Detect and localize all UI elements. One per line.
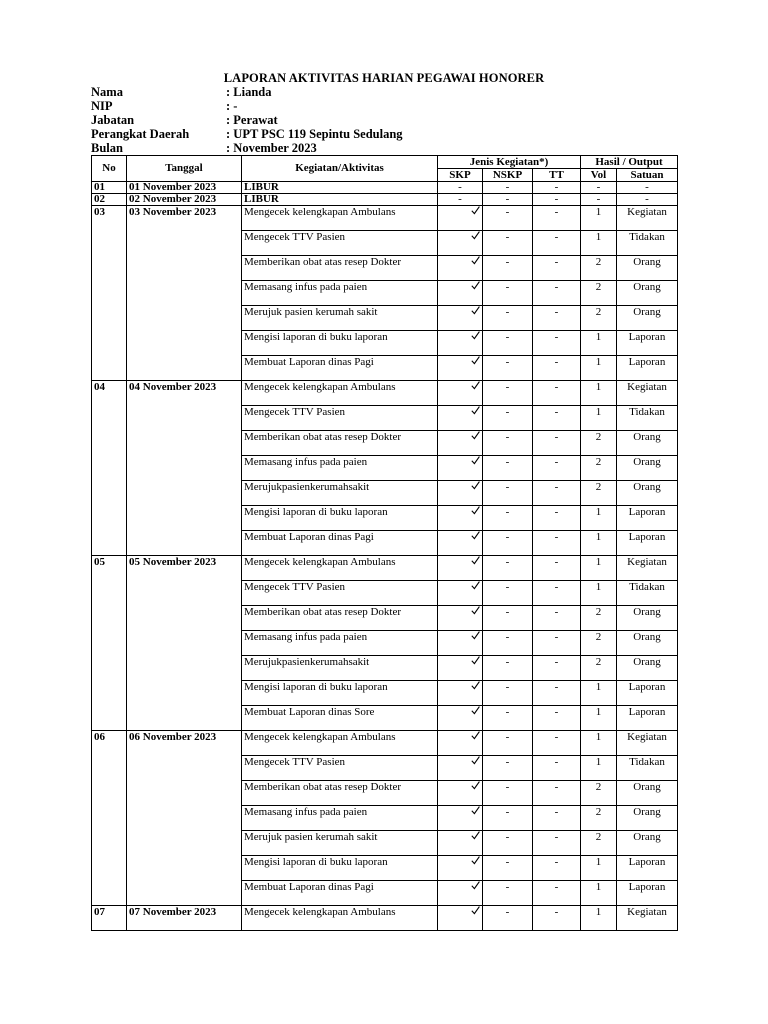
cell-satuan: Tidakan [617,756,678,781]
info-row-bulan [91,141,403,155]
cell-skp [438,881,483,906]
cell-nskp: - [483,681,533,706]
check-icon [471,731,480,740]
cell-satuan: Orang [617,781,678,806]
cell-no: 02 [92,194,127,206]
cell-skp: - [438,182,483,194]
cell-nskp: - [483,356,533,381]
cell-satuan: - [617,182,678,194]
cell-kegiatan: Memasang infus pada paien [242,806,438,831]
cell-skp [438,306,483,331]
cell-tt: - [533,631,581,656]
info-value: : Perawat [226,113,278,127]
info-value: : November 2023 [226,141,317,155]
cell-nskp: - [483,194,533,206]
cell-skp [438,256,483,281]
cell-skp [438,456,483,481]
check-icon [471,456,480,465]
column-header-nskp: NSKP [483,169,533,182]
cell-tt: - [533,581,581,606]
cell-vol: 2 [581,831,617,856]
cell-satuan: Kegiatan [617,731,678,756]
cell-kegiatan: Memasang infus pada paien [242,631,438,656]
table-header-row [92,156,678,169]
table-row [92,182,678,194]
cell-satuan: Orang [617,481,678,506]
cell-nskp: - [483,481,533,506]
cell-nskp: - [483,731,533,756]
cell-vol: 1 [581,356,617,381]
cell-vol: 1 [581,206,617,231]
cell-nskp: - [483,656,533,681]
check-icon [471,431,480,440]
cell-tt: - [533,231,581,256]
cell-vol: 2 [581,481,617,506]
cell-vol: 1 [581,881,617,906]
cell-vol: 1 [581,331,617,356]
cell-vol: 1 [581,406,617,431]
cell-skp [438,231,483,256]
cell-skp [438,631,483,656]
table-row [92,381,678,406]
cell-tt: - [533,381,581,406]
cell-tt: - [533,556,581,581]
cell-skp [438,506,483,531]
cell-tt: - [533,281,581,306]
cell-tt: - [533,456,581,481]
cell-kegiatan: Memasang infus pada paien [242,281,438,306]
check-icon [471,606,480,615]
cell-skp [438,856,483,881]
cell-kegiatan: Mengecek TTV Pasien [242,756,438,781]
check-icon [471,556,480,565]
cell-satuan: Orang [617,431,678,456]
check-icon [471,881,480,890]
cell-tanggal: 04 November 2023 [127,381,242,556]
cell-satuan: Orang [617,306,678,331]
cell-nskp: - [483,806,533,831]
cell-nskp: - [483,406,533,431]
cell-kegiatan: Mengisi laporan di buku laporan [242,331,438,356]
cell-vol: 1 [581,231,617,256]
cell-satuan: Orang [617,656,678,681]
cell-skp [438,781,483,806]
cell-nskp: - [483,706,533,731]
info-label: Nama [91,85,123,99]
column-header-tanggal: Tanggal [127,156,242,182]
cell-nskp: - [483,206,533,231]
cell-satuan: Kegiatan [617,381,678,406]
cell-nskp: - [483,306,533,331]
cell-vol: 2 [581,656,617,681]
cell-vol: - [581,182,617,194]
check-icon [471,856,480,865]
cell-satuan: Orang [617,806,678,831]
cell-vol: 1 [581,556,617,581]
cell-no: 01 [92,182,127,194]
cell-tt: - [533,906,581,931]
check-icon [471,331,480,340]
cell-tanggal: 07 November 2023 [127,906,242,931]
cell-tt: - [533,256,581,281]
cell-skp [438,406,483,431]
cell-vol: 1 [581,706,617,731]
cell-vol: 2 [581,431,617,456]
info-row-perangkat-daerah [91,127,403,141]
cell-tt: - [533,706,581,731]
cell-kegiatan: Mengecek kelengkapan Ambulans [242,206,438,231]
cell-vol: 1 [581,856,617,881]
info-row-nama [91,85,403,99]
info-value: : Lianda [226,85,272,99]
cell-tt: - [533,731,581,756]
cell-nskp: - [483,906,533,931]
cell-tt: - [533,756,581,781]
cell-tanggal: 02 November 2023 [127,194,242,206]
check-icon [471,581,480,590]
cell-skp [438,731,483,756]
info-value: : - [226,99,238,113]
cell-no: 05 [92,556,127,731]
cell-vol: 2 [581,806,617,831]
cell-skp [438,756,483,781]
cell-kegiatan: Memberikan obat atas resep Dokter [242,431,438,456]
check-icon [471,506,480,515]
check-icon [471,281,480,290]
cell-vol: - [581,194,617,206]
cell-satuan: Kegiatan [617,556,678,581]
cell-satuan: Laporan [617,356,678,381]
cell-skp [438,831,483,856]
info-row-nip [91,99,403,113]
report-title: LAPORAN AKTIVITAS HARIAN PEGAWAI HONORER [223,71,545,85]
cell-tt: - [533,431,581,456]
cell-tt: - [533,331,581,356]
check-icon [471,206,480,215]
cell-tt: - [533,194,581,206]
cell-kegiatan: Merujukpasienkerumahsakit [242,656,438,681]
cell-tt: - [533,831,581,856]
cell-kegiatan: Memberikan obat atas resep Dokter [242,606,438,631]
cell-no: 04 [92,381,127,556]
cell-tt: - [533,681,581,706]
cell-nskp: - [483,182,533,194]
cell-vol: 1 [581,906,617,931]
cell-skp [438,281,483,306]
cell-nskp: - [483,606,533,631]
employee-info [91,85,403,155]
cell-nskp: - [483,331,533,356]
cell-satuan: Tidakan [617,231,678,256]
cell-tt: - [533,206,581,231]
table-row [92,731,678,756]
cell-kegiatan: Mengecek kelengkapan Ambulans [242,381,438,406]
cell-nskp: - [483,281,533,306]
info-label: NIP [91,99,113,113]
cell-skp: - [438,194,483,206]
column-header-satuan: Satuan [617,169,678,182]
cell-kegiatan: Membuat Laporan dinas Sore [242,706,438,731]
cell-satuan: - [617,194,678,206]
cell-vol: 2 [581,781,617,806]
info-label: Perangkat Daerah [91,127,190,141]
cell-skp [438,581,483,606]
check-icon [471,256,480,265]
check-icon [471,656,480,665]
cell-kegiatan: LIBUR [242,182,438,194]
info-value: : UPT PSC 119 Sepintu Sedulang [226,127,403,141]
cell-skp [438,706,483,731]
cell-tt: - [533,182,581,194]
cell-satuan: Laporan [617,506,678,531]
cell-vol: 1 [581,731,617,756]
check-icon [471,831,480,840]
cell-skp [438,606,483,631]
cell-kegiatan: Memasang infus pada paien [242,456,438,481]
cell-skp [438,656,483,681]
cell-kegiatan: Mengecek kelengkapan Ambulans [242,731,438,756]
column-header-jenis-kegiatan: Jenis Kegiatan*) [438,156,581,169]
check-icon [471,806,480,815]
check-icon [471,381,480,390]
column-header-kegiatan: Kegiatan/Aktivitas [242,156,438,182]
cell-nskp: - [483,781,533,806]
cell-satuan: Orang [617,606,678,631]
cell-tt: - [533,656,581,681]
cell-tanggal: 01 November 2023 [127,182,242,194]
cell-nskp: - [483,556,533,581]
cell-satuan: Orang [617,281,678,306]
cell-vol: 2 [581,456,617,481]
table-row [92,556,678,581]
cell-nskp: - [483,831,533,856]
cell-kegiatan: Mengecek TTV Pasien [242,231,438,256]
info-row-jabatan [91,113,403,127]
cell-kegiatan: Merujukpasienkerumahsakit [242,481,438,506]
cell-tt: - [533,481,581,506]
table-body [92,182,678,931]
cell-vol: 2 [581,256,617,281]
cell-kegiatan: LIBUR [242,194,438,206]
cell-nskp: - [483,531,533,556]
cell-satuan: Laporan [617,856,678,881]
check-icon [471,906,480,915]
table-row [92,194,678,206]
cell-nskp: - [483,581,533,606]
cell-skp [438,806,483,831]
info-label: Bulan [91,141,123,155]
cell-nskp: - [483,631,533,656]
column-header-hasil-output: Hasil / Output [581,156,678,169]
cell-kegiatan: Memberikan obat atas resep Dokter [242,781,438,806]
check-icon [471,356,480,365]
cell-kegiatan: Merujuk pasien kerumah sakit [242,306,438,331]
cell-tt: - [533,881,581,906]
cell-kegiatan: Mengecek kelengkapan Ambulans [242,556,438,581]
cell-satuan: Laporan [617,681,678,706]
cell-skp [438,381,483,406]
table-row [92,206,678,231]
cell-satuan: Orang [617,831,678,856]
cell-tt: - [533,531,581,556]
column-header-vol: Vol [581,169,617,182]
cell-satuan: Laporan [617,331,678,356]
cell-skp [438,556,483,581]
table-row [92,906,678,931]
column-header-no: No [92,156,127,182]
check-icon [471,781,480,790]
cell-vol: 1 [581,506,617,531]
cell-satuan: Orang [617,631,678,656]
cell-satuan: Orang [617,456,678,481]
cell-tt: - [533,856,581,881]
cell-tt: - [533,806,581,831]
cell-tt: - [533,306,581,331]
cell-nskp: - [483,881,533,906]
cell-vol: 1 [581,581,617,606]
cell-nskp: - [483,256,533,281]
check-icon [471,231,480,240]
cell-vol: 1 [581,381,617,406]
cell-no: 06 [92,731,127,906]
cell-tt: - [533,406,581,431]
cell-kegiatan: Mengecek kelengkapan Ambulans [242,906,438,931]
cell-tanggal: 05 November 2023 [127,556,242,731]
cell-no: 07 [92,906,127,931]
cell-vol: 2 [581,606,617,631]
cell-nskp: - [483,506,533,531]
cell-tanggal: 03 November 2023 [127,206,242,381]
cell-satuan: Kegiatan [617,906,678,931]
cell-kegiatan: Merujuk pasien kerumah sakit [242,831,438,856]
cell-tanggal: 06 November 2023 [127,731,242,906]
cell-skp [438,481,483,506]
cell-satuan: Tidakan [617,581,678,606]
cell-nskp: - [483,756,533,781]
cell-skp [438,206,483,231]
cell-kegiatan: Mengecek TTV Pasien [242,406,438,431]
check-icon [471,631,480,640]
info-label: Jabatan [91,113,135,127]
cell-nskp: - [483,381,533,406]
check-icon [471,756,480,765]
cell-kegiatan: Mengecek TTV Pasien [242,581,438,606]
cell-nskp: - [483,856,533,881]
cell-nskp: - [483,456,533,481]
check-icon [471,706,480,715]
column-header-tt: TT [533,169,581,182]
cell-satuan: Laporan [617,531,678,556]
cell-nskp: - [483,231,533,256]
cell-kegiatan: Mengisi laporan di buku laporan [242,681,438,706]
cell-skp [438,531,483,556]
cell-vol: 1 [581,756,617,781]
cell-nskp: - [483,431,533,456]
cell-vol: 2 [581,281,617,306]
cell-skp [438,331,483,356]
cell-satuan: Orang [617,256,678,281]
cell-satuan: Laporan [617,881,678,906]
cell-vol: 1 [581,531,617,556]
check-icon [471,531,480,540]
cell-kegiatan: Mengisi laporan di buku laporan [242,506,438,531]
cell-vol: 2 [581,631,617,656]
cell-vol: 1 [581,681,617,706]
cell-satuan: Laporan [617,706,678,731]
check-icon [471,481,480,490]
cell-satuan: Tidakan [617,406,678,431]
cell-kegiatan: Membuat Laporan dinas Pagi [242,881,438,906]
cell-tt: - [533,606,581,631]
cell-skp [438,906,483,931]
cell-kegiatan: Membuat Laporan dinas Pagi [242,531,438,556]
cell-vol: 2 [581,306,617,331]
cell-tt: - [533,356,581,381]
cell-skp [438,681,483,706]
activity-table [91,155,678,931]
cell-tt: - [533,506,581,531]
cell-kegiatan: Membuat Laporan dinas Pagi [242,356,438,381]
cell-satuan: Kegiatan [617,206,678,231]
column-header-skp: SKP [438,169,483,182]
check-icon [471,681,480,690]
cell-kegiatan: Mengisi laporan di buku laporan [242,856,438,881]
cell-skp [438,356,483,381]
cell-tt: - [533,781,581,806]
cell-skp [438,431,483,456]
check-icon [471,406,480,415]
cell-kegiatan: Memberikan obat atas resep Dokter [242,256,438,281]
cell-no: 03 [92,206,127,381]
check-icon [471,306,480,315]
